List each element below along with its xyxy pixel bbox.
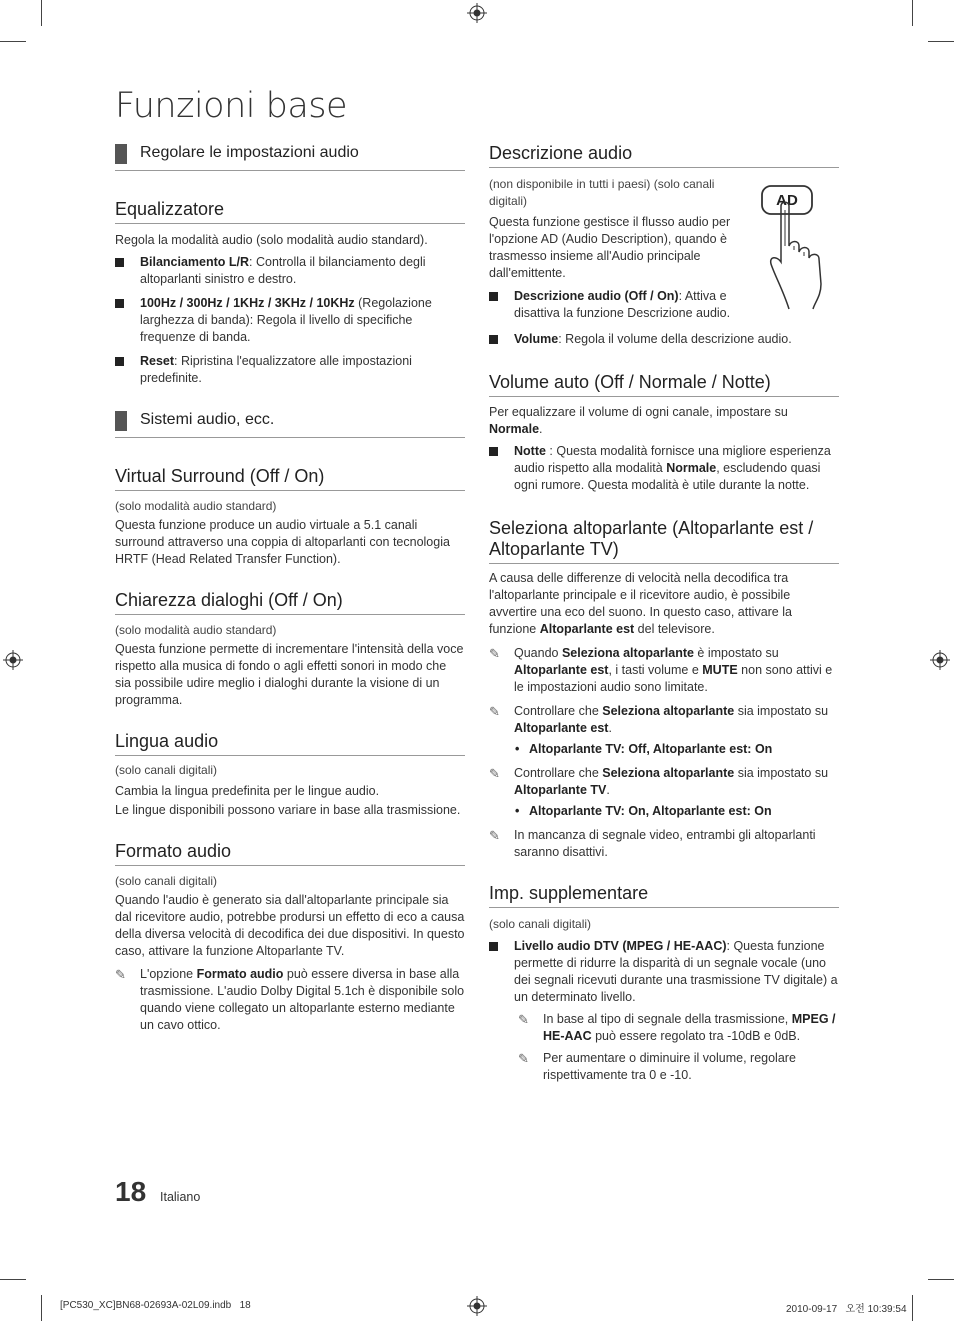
section-marker [115,411,127,431]
crop-mark [41,0,42,26]
right-column [489,143,839,1084]
paragraph: Per equalizzare il volume di ogni canale, impostare su Normale. [489,405,788,436]
pencil-note-icon: ✎ [489,704,500,719]
paragraph: Cambia la lingua predefinita per le lingue audio. [115,784,380,798]
page-number: 18 [115,1176,147,1207]
heading-formato-audio: Formato audio [115,841,465,866]
registration-mark-icon [467,1296,487,1316]
paragraph: Regola la modalità audio (solo modalità audio standard). [115,233,428,247]
paragraph: Le lingue disponibili possono variare in base alla trasmissione. [115,803,461,817]
paragraph: Questa funzione permette di incrementare l'intensità della voce rispetto alla musica di fondo o agli effetti sonori in modo che sia possibile udire meglio i dialoghi durante la visione di un programma. [115,642,464,707]
heading-lingua-audio: Lingua audio [115,731,465,756]
crop-mark [928,41,954,42]
section-marker [115,144,127,164]
bullet-square [489,292,498,301]
paragraph: Questa funzione gestisce il flusso audio per l'opzione AD (Audio Description), quando è trasmesso insieme all'Audio principale dall'emittente. [489,215,731,280]
crop-mark [0,41,26,42]
bullet-square [489,335,498,344]
section-title: Sistemi audio, ecc. [140,411,275,428]
registration-mark-icon [3,650,23,670]
crop-mark [41,1295,42,1321]
bullet-square [115,299,124,308]
note-text: (non disponibile in tutti i paesi) (solo canali digitali) [489,177,715,208]
pencil-note-icon: ✎ [489,766,500,781]
section-title: Regolare le impostazioni audio [140,144,359,161]
crop-mark [912,1295,913,1321]
bullet-square [489,942,498,951]
note-item: ✎ Per aumentare o diminuire il volume, regolare rispettivamente tra 0 e -10. [518,1051,796,1082]
bullet-square [115,258,124,267]
note-item: ✎ Controllare che Seleziona altoparlante sia impostato su Altoparlante TV. [489,766,829,797]
note-text: (solo modalità audio standard) [115,499,277,513]
registration-mark-icon [930,650,950,670]
heading-seleziona-altoparlante: Seleziona altoparlante (Altoparlante est / Altoparlante TV) [489,518,839,564]
bullet-item: Reset: Ripristina l'equalizzatore alle impostazioni predefinite. [115,353,465,387]
heading-imp-supplementare: Imp. supplementare [489,883,839,908]
page-language: Italiano [160,1190,201,1204]
heading-volume-auto: Volume auto (Off / Normale / Notte) [489,372,839,397]
bullet-item: Livello audio DTV (MPEG / HE-AAC): Questa funzione permette di ridurre la disparità di un segnale vocale (uno dei segnali ricevuti durante una trasmissione TV digitale) a un determinato livello. [489,938,839,1006]
pencil-note-icon: ✎ [489,646,500,661]
note-text: (solo canali digitali) [115,763,218,777]
heading-equalizzatore: Equalizzatore [115,199,465,224]
heading-chiarezza-dialoghi: Chiarezza dialoghi (Off / On) [115,590,465,615]
bullet-dot: • [515,742,520,756]
bullet-square [115,357,124,366]
pencil-note-icon: ✎ [115,967,126,982]
registration-mark-icon [467,3,487,23]
bullet-item: Descrizione audio (Off / On): Attiva e disattiva la funzione Descrizione audio. [489,288,739,322]
ad-button-label: AD [776,192,798,209]
section-header [115,407,465,438]
note-item: ✎ In base al tipo di segnale della trasmissione, MPEG / HE-AAC può essere regolato tra -10dB e 0dB. [518,1012,836,1043]
heading-descrizione-audio: Descrizione audio [489,143,839,168]
print-file-info: [PC530_XC]BN68-02693A-02L09.indb 18 [60,1300,251,1311]
note-text: (solo modalità audio standard) [115,623,277,637]
crop-mark [928,1279,954,1280]
paragraph: Questa funzione produce un audio virtuale a 5.1 canali surround attraverso una coppia di altoparlanti con tecnologia HRTF (Head Related Transfer Function). [115,518,450,566]
sub-bullet-item: • Altoparlante TV: Off, Altoparlante est: On [515,742,773,756]
pencil-note-icon: ✎ [518,1012,529,1027]
crop-mark [912,0,913,26]
pencil-note-icon: ✎ [518,1051,529,1066]
note-item: ✎ L'opzione Formato audio può essere diversa in base alla trasmissione. L'audio Dolby Digital 5.1ch è disponibile solo quando viene collegato un altoparlante esterno mediante un cavo ottico. [115,967,465,1032]
remote-ad-button-hand-icon [759,184,841,314]
sub-bullet-item: • Altoparlante TV: On, Altoparlante est: On [515,804,772,818]
paragraph: Quando l'audio è generato sia dall'altoparlante principale sia dal ricevitore audio, potrebbe prodursi un effetto di eco a causa della diversa velocità di decodifica dei due dispositivi. In questo caso, attivare la funzione Altoparlante TV. [115,893,465,958]
bullet-dot: • [515,804,520,818]
note-text: (solo canali digitali) [115,874,218,888]
note-item: ✎ In mancanza di segnale video, entrambi gli altoparlanti saranno disattivi. [489,828,816,859]
pencil-note-icon: ✎ [489,828,500,843]
section-header [115,140,465,171]
bullet-item: Bilanciamento L/R: Controlla il bilanciamento degli altoparlanti sinistro e destro. [115,254,465,288]
note-item: ✎ Quando Seleziona altoparlante è impostato su Altoparlante est, i tasti volume e MUTE non sono attivi e le impostazioni audio sono limitate. [489,646,833,694]
paragraph: A causa delle differenze di velocità nella decodifica tra l'altoparlante principale e il ricevitore audio, è possibile avvertire una eco del suono. In questo caso, attivare la funzione Altoparlante est del televisore. [489,571,792,636]
bullet-square [489,447,498,456]
note-text: (solo canali digitali) [489,917,592,931]
bullet-item: 100Hz / 300Hz / 1KHz / 3KHz / 10KHz (Regolazione larghezza di banda): Regola il livello di specifiche frequenze di banda. [115,295,465,346]
left-column [115,140,465,1034]
note-item: ✎ Controllare che Seleziona altoparlante sia impostato su Altoparlante est. [489,704,829,735]
bullet-item: Volume: Regola il volume della descrizione audio. [489,331,839,348]
crop-mark [0,1279,26,1280]
heading-virtual-surround: Virtual Surround (Off / On) [115,466,465,491]
page-title: Funzioni base [115,86,348,126]
print-date: 2010-09-17 오전 10:39:54 [786,1304,907,1315]
bullet-item: Notte : Questa modalità fornisce una migliore esperienza audio rispetto alla modalità Normale, escludendo quasi ogni rumore. Questa modalità è utile durante la notte. [489,443,839,494]
